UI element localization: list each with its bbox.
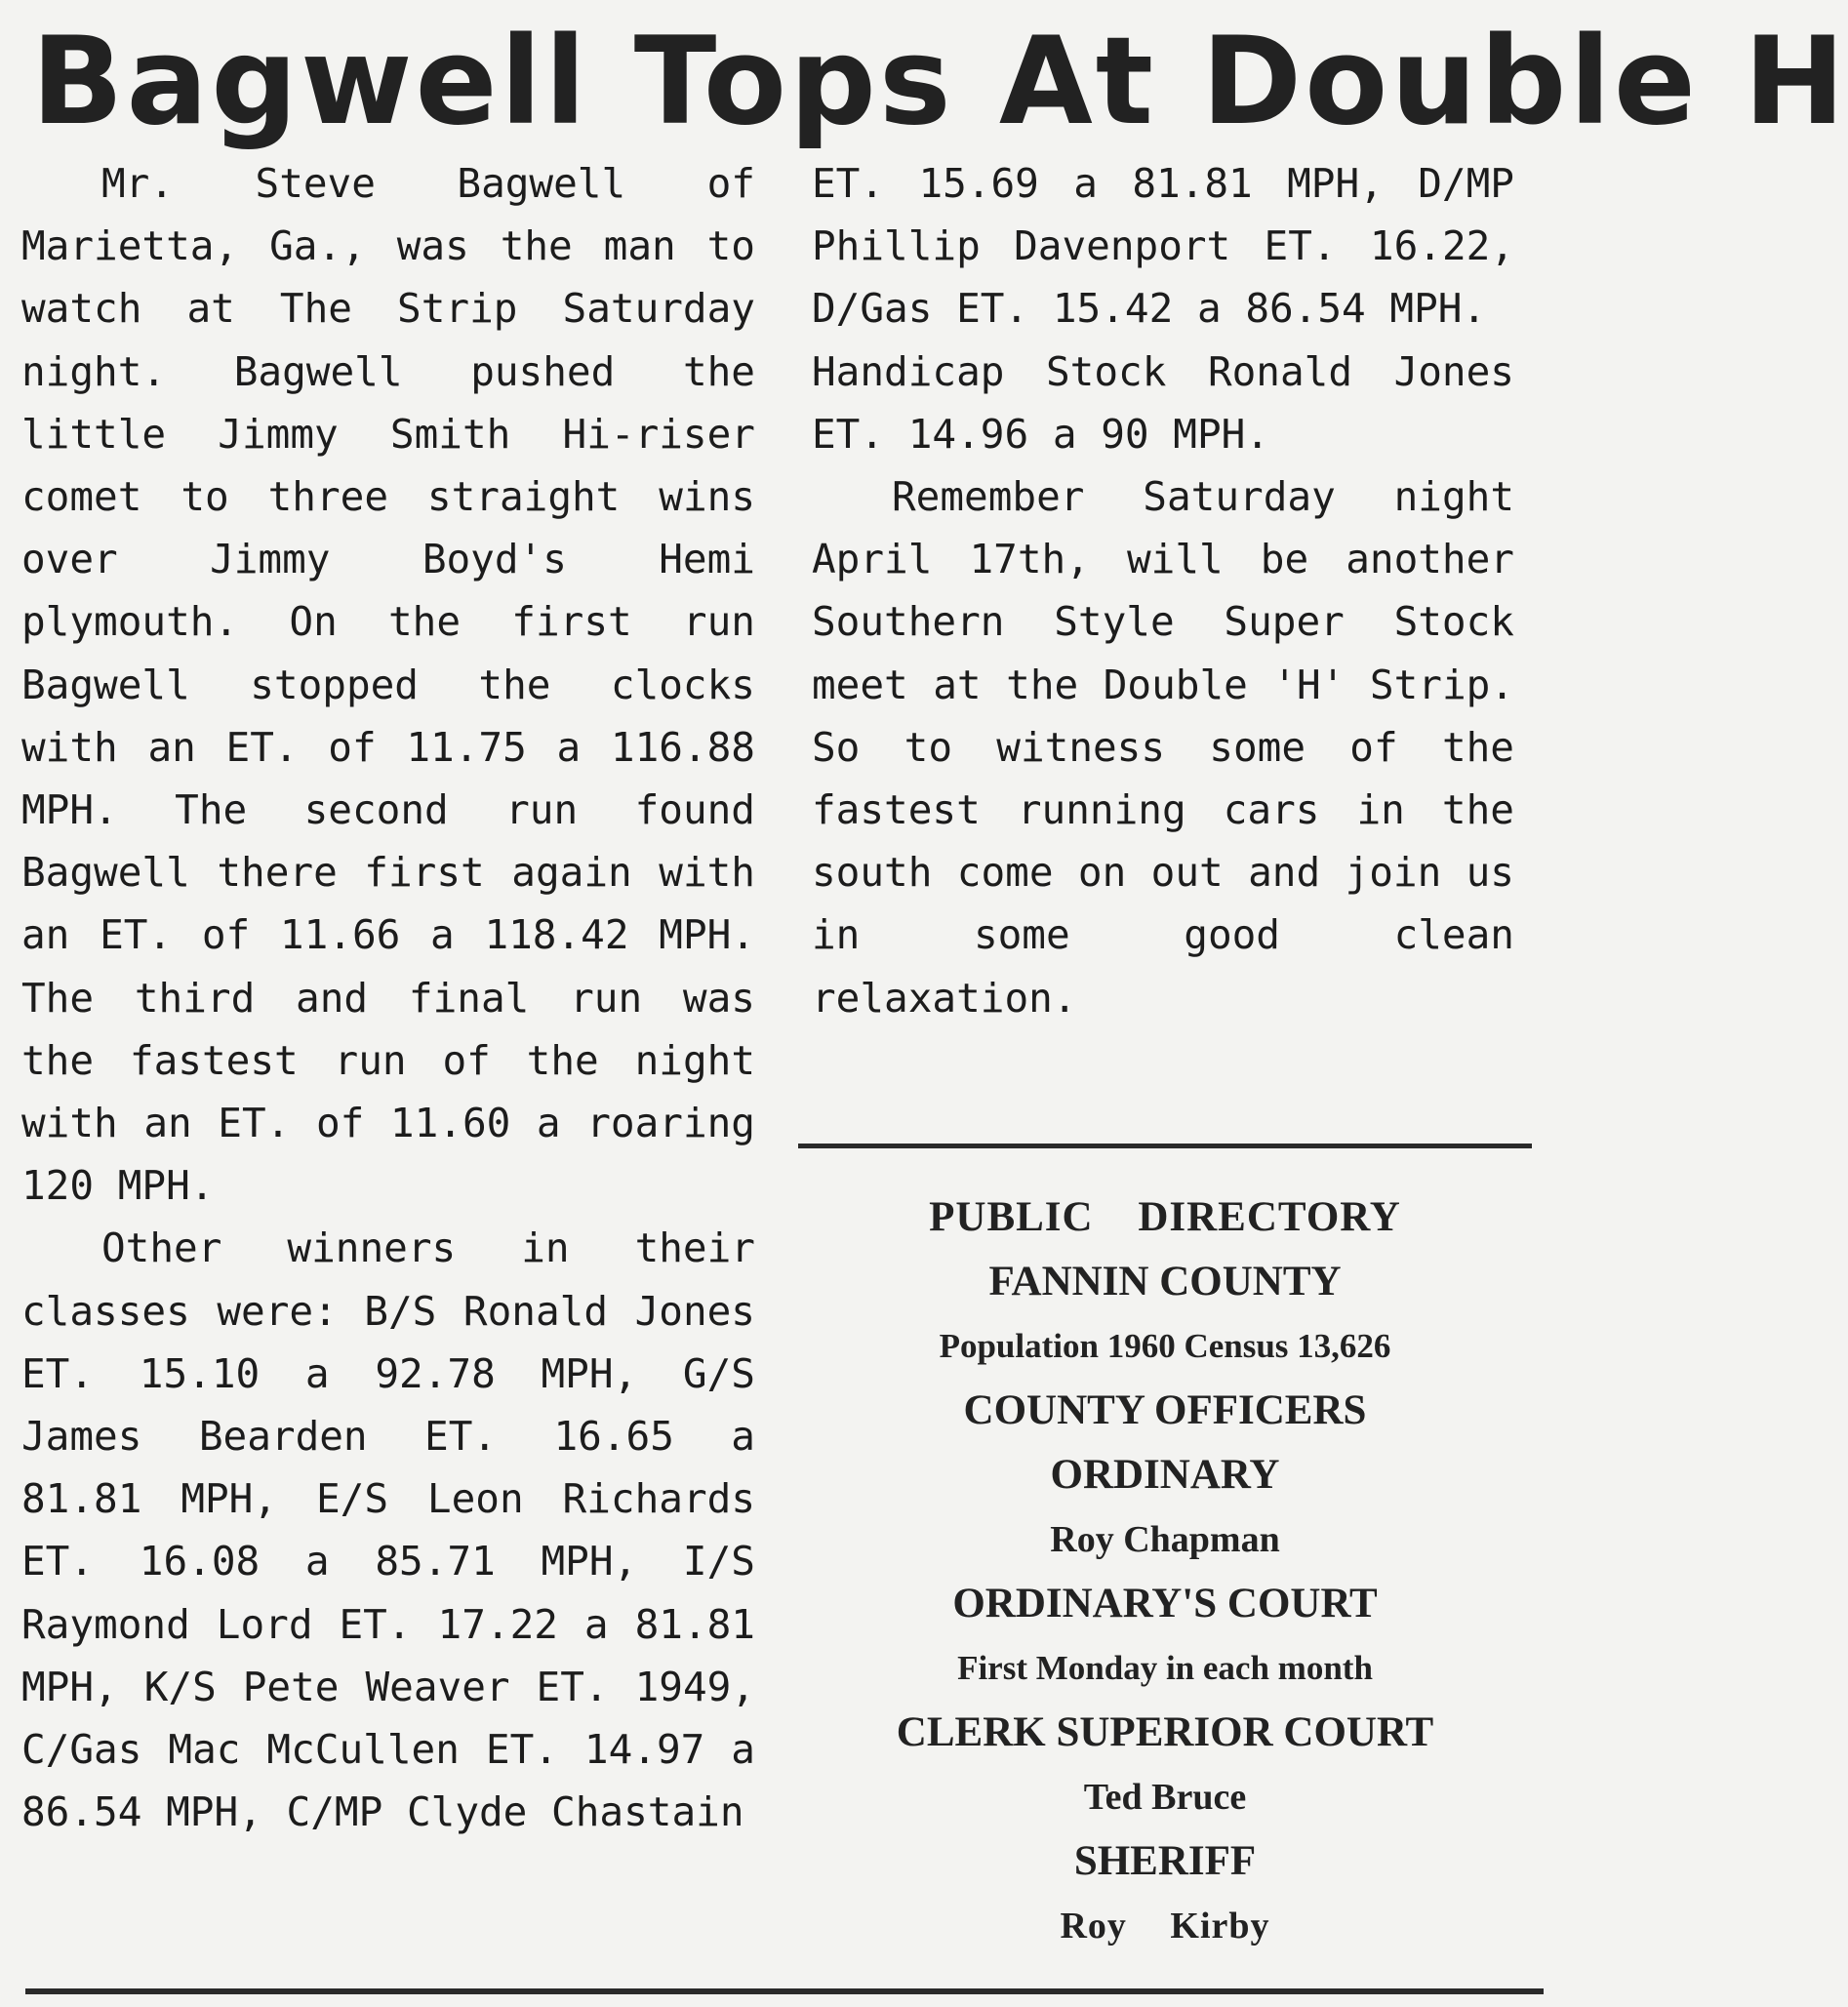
directory-population: Population 1960 Census 13,626 <box>939 1327 1391 1365</box>
article-paragraph: Handicap Stock Ronald Jones ET. 14.96 a 90 MPH. <box>812 347 1514 458</box>
headline: Bagwell Tops At Double H <box>31 12 1848 152</box>
directory-title: PUBLIC DIRECTORY <box>929 1194 1401 1240</box>
ordinary-name: Roy Chapman <box>1050 1519 1280 1560</box>
ordinary-label: ORDINARY <box>1050 1452 1280 1498</box>
clerk-label: CLERK SUPERIOR COURT <box>896 1709 1434 1755</box>
officers-heading: COUNTY OFFICERS <box>963 1387 1367 1433</box>
article-paragraph: Remember Saturday night April 17th, will be another Southern Style Super Stock meet at the Double 'H' Strip. So to witness some of the fastest running cars in the south come on out and join us in some good clean relaxation. <box>812 473 1514 1022</box>
article-right-column <box>812 152 1514 1029</box>
clerk-name: Ted Bruce <box>1083 1777 1247 1818</box>
article-paragraph: Other winners in their classes were: B/S Ronald Jones ET. 15.10 a 92.78 MPH, G/S James Bearden ET. 16.65 a 81.81 MPH, E/S Leon Richards ET. 16.08 a 85.71 MPH, I/S Raymond Lord ET. 17.22 a 81.81 MPH, K/S Pete Weaver ET. 1949, C/Gas Mac McCullen ET. 14.97 a 86.54 MPH, C/MP Clyde Chastain <box>21 1224 755 1836</box>
section-divider <box>798 1144 1532 1148</box>
article-left-column <box>21 152 755 1843</box>
article-paragraph: ET. 15.69 a 81.81 MPH, D/MP Phillip Davenport ET. 16.22, D/Gas ET. 15.42 a 86.54 MPH. <box>812 160 1514 333</box>
public-directory <box>798 1185 1532 1958</box>
article-paragraph: Mr. Steve Bagwell of Marietta, Ga., was the man to watch at The Strip Saturday night. Bagwell pushed the little Jimmy Smith Hi-riser comet to three straight wins over Jimmy Boyd's Hemi plymouth. On the first run Bagwell stopped the clocks with an ET. of 11.75 a 116.88 MPH. The second run found Bagwell there first again with an ET. of 11.66 a 118.42 MPH. The third and final run was the fastest run of the night with an ET. of 11.60 a roaring 120 MPH. <box>21 160 755 1210</box>
court-label: ORDINARY'S COURT <box>952 1581 1378 1626</box>
court-schedule: First Monday in each month <box>957 1649 1373 1687</box>
sheriff-name: Roy Kirby <box>1060 1906 1270 1947</box>
sheriff-label: SHERIFF <box>1073 1838 1257 1884</box>
directory-county: FANNIN COUNTY <box>988 1259 1342 1305</box>
bottom-border <box>25 1988 1544 1994</box>
